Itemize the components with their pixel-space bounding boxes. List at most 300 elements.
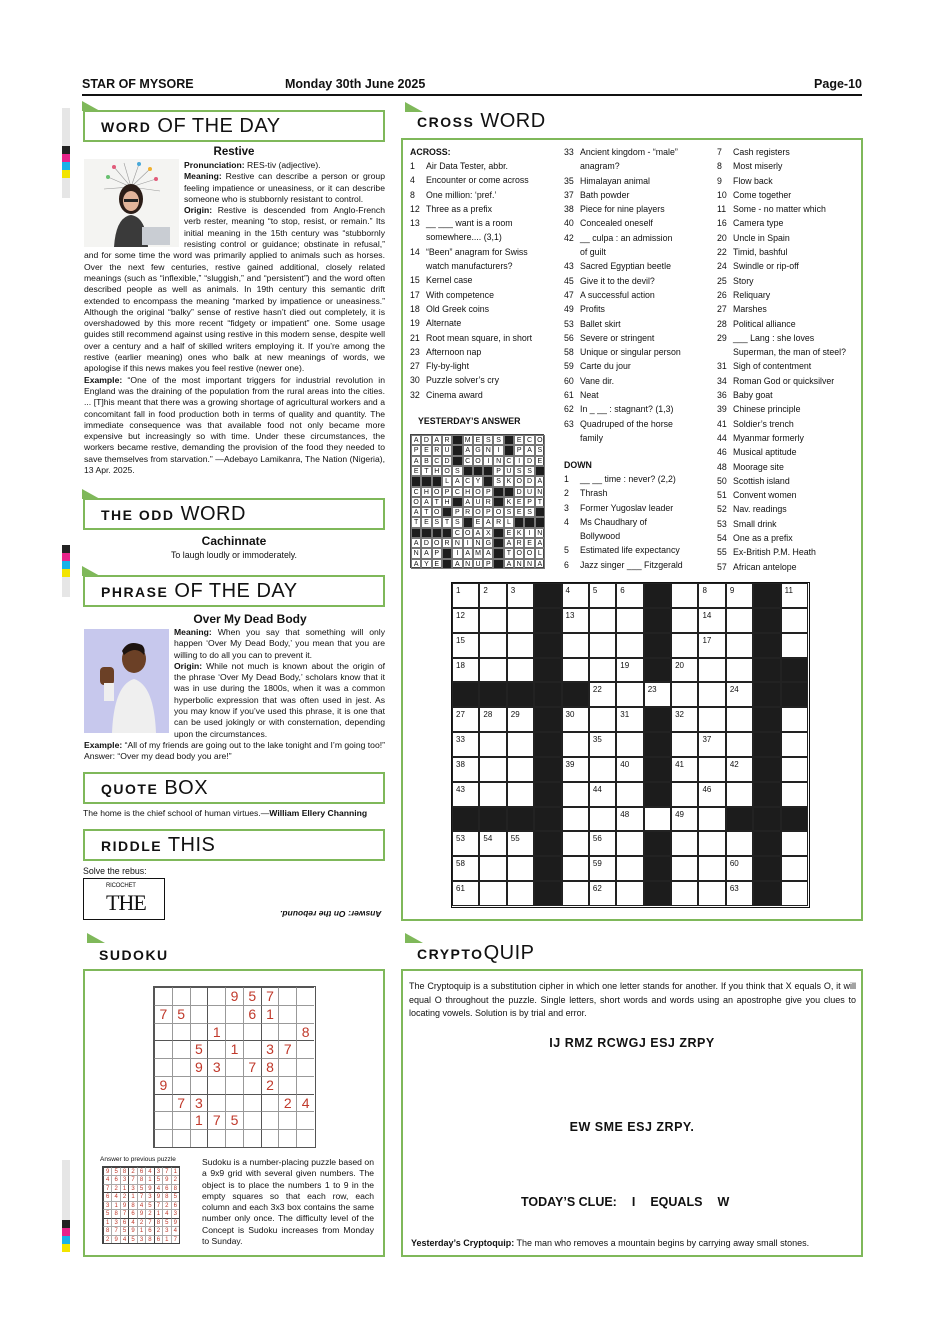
- crossword-cell[interactable]: [671, 881, 698, 906]
- sudoku-cell[interactable]: [190, 1023, 208, 1041]
- crossword-cell[interactable]: [616, 608, 643, 633]
- crossword-cell[interactable]: [507, 658, 534, 683]
- crossword-cell[interactable]: 12: [452, 608, 479, 633]
- sudoku-cell[interactable]: 8: [296, 1023, 314, 1041]
- sudoku-cell[interactable]: 7: [261, 987, 279, 1005]
- sudoku-cell[interactable]: [190, 1076, 208, 1094]
- crossword-cell[interactable]: [589, 608, 616, 633]
- sudoku-cell[interactable]: [172, 1058, 190, 1076]
- crossword-cell[interactable]: [616, 682, 643, 707]
- crossword-cell[interactable]: 41: [671, 757, 698, 782]
- answer-cell: T: [442, 517, 452, 527]
- previous-sudoku-cell: 3: [120, 1175, 128, 1183]
- crossword-cell[interactable]: 46: [698, 782, 725, 807]
- sudoku-cell[interactable]: [225, 1058, 243, 1076]
- crossword-cell[interactable]: [479, 608, 506, 633]
- answer-cell: A: [504, 538, 514, 548]
- crossword-cell[interactable]: [781, 658, 808, 683]
- crossword-cell[interactable]: [644, 782, 671, 807]
- sudoku-cell[interactable]: [225, 1129, 243, 1147]
- crossword-cell[interactable]: [698, 757, 725, 782]
- answer-cell: [514, 517, 524, 527]
- crossword-cell[interactable]: [507, 807, 534, 832]
- crossword-cell[interactable]: 5: [589, 583, 616, 608]
- crossword-cell[interactable]: 8: [698, 583, 725, 608]
- quote-author: William Ellery Channing: [269, 808, 368, 818]
- crossword-cell[interactable]: [671, 608, 698, 633]
- answer-cell: O: [473, 507, 483, 517]
- crossword-cell[interactable]: 40: [616, 757, 643, 782]
- crossword-cell[interactable]: [698, 831, 725, 856]
- crossword-cell[interactable]: [644, 707, 671, 732]
- answer-cell: [493, 528, 503, 538]
- sudoku-cell[interactable]: [207, 1040, 225, 1058]
- masthead: [82, 76, 862, 96]
- clue-item: 4 Ms Chaudhary of: [564, 516, 647, 527]
- crossword-cell[interactable]: [753, 782, 780, 807]
- crossword-cell[interactable]: [534, 782, 561, 807]
- crossword-cell[interactable]: [616, 732, 643, 757]
- previous-sudoku-cell: 4: [171, 1226, 179, 1234]
- crossword-cell[interactable]: [616, 856, 643, 881]
- sudoku-cell[interactable]: [278, 1005, 296, 1023]
- crossword-cell[interactable]: 6: [616, 583, 643, 608]
- crossword-cell[interactable]: [534, 856, 561, 881]
- crossword-cell[interactable]: 30: [562, 707, 589, 732]
- sudoku-cell[interactable]: [207, 1076, 225, 1094]
- crossword-cell[interactable]: [726, 807, 753, 832]
- sudoku-cell[interactable]: [296, 1076, 314, 1094]
- crossword-cell[interactable]: [781, 782, 808, 807]
- crossword-cell[interactable]: [698, 658, 725, 683]
- crossword-cell[interactable]: 19: [616, 658, 643, 683]
- answer-cell: N: [463, 559, 473, 569]
- crossword-cell[interactable]: [507, 856, 534, 881]
- sudoku-cell[interactable]: 2: [278, 1094, 296, 1112]
- clue-item: 56 Severe or stringent: [564, 332, 655, 343]
- sudoku-cell[interactable]: [296, 1005, 314, 1023]
- crossword-cell[interactable]: [507, 757, 534, 782]
- clue-item: 53 Ballet skirt: [564, 318, 621, 329]
- section-label: QUOTE: [101, 781, 159, 797]
- sudoku-cell[interactable]: 6: [243, 1005, 261, 1023]
- crossword-cell[interactable]: [781, 856, 808, 881]
- answer-cell: O: [463, 528, 473, 538]
- sudoku-cell[interactable]: 7: [207, 1111, 225, 1129]
- sudoku-cell[interactable]: 5: [225, 1111, 243, 1129]
- crossword-cell[interactable]: [589, 757, 616, 782]
- answer-cell: P: [514, 445, 524, 455]
- crossword-cell[interactable]: [671, 782, 698, 807]
- crossword-cell[interactable]: 62: [589, 881, 616, 906]
- crossword-cell[interactable]: [479, 732, 506, 757]
- crossword-cell[interactable]: [781, 732, 808, 757]
- crossword-cell[interactable]: 18: [452, 658, 479, 683]
- crossword-cell[interactable]: [479, 682, 506, 707]
- clue-item: anagram?: [580, 161, 620, 172]
- crossword-cell[interactable]: [726, 831, 753, 856]
- sudoku-cell[interactable]: [225, 1094, 243, 1112]
- sudoku-cell[interactable]: 5: [172, 1005, 190, 1023]
- clue-item: 18 Old Greek coins: [410, 303, 490, 314]
- crossword-cell[interactable]: 42: [726, 757, 753, 782]
- sudoku-cell[interactable]: [154, 987, 172, 1005]
- crossword-cell[interactable]: 11: [781, 583, 808, 608]
- answer-cell: A: [535, 559, 545, 569]
- crossword-cell[interactable]: [753, 807, 780, 832]
- sudoku-cell[interactable]: 1: [225, 1040, 243, 1058]
- crossword-cell[interactable]: [644, 583, 671, 608]
- crossword-cell[interactable]: [726, 658, 753, 683]
- sudoku-cell[interactable]: 7: [154, 1005, 172, 1023]
- answer-cell: P: [493, 466, 503, 476]
- sudoku-cell[interactable]: [172, 1076, 190, 1094]
- crossword-cell[interactable]: [726, 782, 753, 807]
- sudoku-cell[interactable]: 1: [207, 1023, 225, 1041]
- crossword-cell[interactable]: 27: [452, 707, 479, 732]
- sudoku-cell[interactable]: [243, 1111, 261, 1129]
- crossword-cell[interactable]: [534, 682, 561, 707]
- crossword-cell[interactable]: 55: [507, 831, 534, 856]
- crossword-cell[interactable]: [753, 831, 780, 856]
- crossword-cell[interactable]: [781, 807, 808, 832]
- answer-cell: P: [442, 487, 452, 497]
- crossword-cell[interactable]: [534, 757, 561, 782]
- sudoku-cell[interactable]: [225, 1005, 243, 1023]
- crossword-cell[interactable]: [698, 881, 725, 906]
- crossword-cell[interactable]: [781, 831, 808, 856]
- crossword-cell[interactable]: 37: [698, 732, 725, 757]
- crossword-cell[interactable]: [562, 782, 589, 807]
- sudoku-cell[interactable]: [190, 1129, 208, 1147]
- crossword-cell[interactable]: [479, 881, 506, 906]
- sudoku-cell[interactable]: [172, 1111, 190, 1129]
- crossword-cell[interactable]: 59: [589, 856, 616, 881]
- crossword-cell[interactable]: [698, 807, 725, 832]
- sudoku-cell[interactable]: [243, 1076, 261, 1094]
- sudoku-cell[interactable]: [172, 1023, 190, 1041]
- crossword-cell[interactable]: [479, 633, 506, 658]
- crossword-cell[interactable]: 60: [726, 856, 753, 881]
- crossword-cell[interactable]: [671, 856, 698, 881]
- sudoku-cell[interactable]: [278, 1023, 296, 1041]
- crossword-cell[interactable]: [534, 881, 561, 906]
- answer-cell: [432, 476, 442, 486]
- crossword-cell[interactable]: [562, 881, 589, 906]
- crossword-cell[interactable]: [479, 658, 506, 683]
- crossword-cell[interactable]: [616, 831, 643, 856]
- crossword-cell[interactable]: 38: [452, 757, 479, 782]
- previous-sudoku-cell: 5: [120, 1226, 128, 1234]
- crossword-cell[interactable]: [479, 807, 506, 832]
- crossword-cell[interactable]: [781, 757, 808, 782]
- sudoku-cell[interactable]: [296, 1040, 314, 1058]
- crossword-cell[interactable]: [671, 831, 698, 856]
- clue-item: 25 Story: [717, 275, 754, 286]
- crossword-cell[interactable]: [726, 608, 753, 633]
- crossword-cell[interactable]: [644, 807, 671, 832]
- crossword-cell[interactable]: 24: [726, 682, 753, 707]
- sudoku-cell[interactable]: 2: [261, 1076, 279, 1094]
- crossword-cell[interactable]: [781, 881, 808, 906]
- sudoku-cell[interactable]: 7: [243, 1058, 261, 1076]
- crossword-cell[interactable]: [781, 682, 808, 707]
- previous-sudoku-cell: 9: [103, 1167, 111, 1175]
- answer-cell: O: [432, 538, 442, 548]
- crossword-cell[interactable]: 20: [671, 658, 698, 683]
- sudoku-cell[interactable]: [261, 1094, 279, 1112]
- crossword-cell[interactable]: [479, 757, 506, 782]
- crossword-cell[interactable]: 43: [452, 782, 479, 807]
- answer-cell: G: [473, 445, 483, 455]
- answer-cell: D: [442, 456, 452, 466]
- crossword-cell[interactable]: [644, 881, 671, 906]
- crossword-cell[interactable]: [534, 732, 561, 757]
- sudoku-cell[interactable]: [154, 1111, 172, 1129]
- crossword-cell[interactable]: 17: [698, 633, 725, 658]
- crossword-cell[interactable]: [726, 707, 753, 732]
- word-of-day-header: [83, 110, 385, 142]
- crossword-cell[interactable]: [753, 707, 780, 732]
- crossword-cell[interactable]: [781, 608, 808, 633]
- crossword-cell[interactable]: [589, 807, 616, 832]
- crossword-cell[interactable]: [644, 732, 671, 757]
- crossword-cell[interactable]: 3: [507, 583, 534, 608]
- clue-item: 37 Bath powder: [564, 189, 630, 200]
- crossword-cell[interactable]: [753, 881, 780, 906]
- crossword-cell[interactable]: [507, 782, 534, 807]
- crossword-cell[interactable]: [644, 856, 671, 881]
- crossword-cell[interactable]: [562, 633, 589, 658]
- section-label: WORD: [101, 119, 152, 135]
- crossword-cell[interactable]: [507, 682, 534, 707]
- sudoku-cell[interactable]: [296, 987, 314, 1005]
- crossword-cell[interactable]: [589, 658, 616, 683]
- crossword-cell[interactable]: [671, 682, 698, 707]
- crossword-cell[interactable]: [562, 682, 589, 707]
- sudoku-cell[interactable]: 1: [261, 1005, 279, 1023]
- crossword-cell[interactable]: [753, 732, 780, 757]
- answer-cell: R: [483, 497, 493, 507]
- sudoku-cell[interactable]: [154, 1094, 172, 1112]
- crossword-cell[interactable]: [726, 732, 753, 757]
- sudoku-cell[interactable]: [278, 1129, 296, 1147]
- sudoku-cell[interactable]: [225, 1076, 243, 1094]
- crossword-cell[interactable]: [644, 757, 671, 782]
- sudoku-cell[interactable]: 4: [296, 1094, 314, 1112]
- sudoku-cell[interactable]: [243, 1129, 261, 1147]
- crossword-cell[interactable]: 61: [452, 881, 479, 906]
- clue-item: 49 Profits: [564, 304, 605, 315]
- section-label: CRYPTO: [417, 946, 484, 962]
- crossword-cell[interactable]: [753, 583, 780, 608]
- crossword-cell[interactable]: 15: [452, 633, 479, 658]
- crossword-cell[interactable]: [507, 732, 534, 757]
- crossword-cell[interactable]: [562, 732, 589, 757]
- crossword-cell[interactable]: [562, 856, 589, 881]
- crossword-cell[interactable]: 28: [479, 707, 506, 732]
- crossword-cell[interactable]: [507, 881, 534, 906]
- crossword-cell[interactable]: [644, 658, 671, 683]
- crossword-cell[interactable]: [644, 633, 671, 658]
- sudoku-cell[interactable]: [261, 1129, 279, 1147]
- sudoku-cell[interactable]: [172, 1040, 190, 1058]
- crossword-cell[interactable]: [671, 583, 698, 608]
- crossword-cell[interactable]: [589, 707, 616, 732]
- sudoku-cell[interactable]: [207, 1129, 225, 1147]
- crossword-cell[interactable]: [781, 633, 808, 658]
- sudoku-cell[interactable]: [225, 1023, 243, 1041]
- crossword-cell[interactable]: 56: [589, 831, 616, 856]
- sudoku-grid: [153, 986, 316, 1148]
- crossword-cell[interactable]: 22: [589, 682, 616, 707]
- crossword-cell[interactable]: [753, 658, 780, 683]
- clue-item: 5 Estimated life expectancy: [564, 545, 680, 556]
- crossword-cell[interactable]: 35: [589, 732, 616, 757]
- crossword-cell[interactable]: 29: [507, 707, 534, 732]
- clue-item: 27 Marshes: [717, 304, 767, 315]
- sudoku-cell[interactable]: 3: [190, 1094, 208, 1112]
- sudoku-cell[interactable]: [172, 987, 190, 1005]
- crossword-cell[interactable]: [479, 782, 506, 807]
- crossword-cell[interactable]: 2: [479, 583, 506, 608]
- crossword-cell[interactable]: 32: [671, 707, 698, 732]
- sudoku-cell[interactable]: [207, 987, 225, 1005]
- crossword-cell[interactable]: [534, 608, 561, 633]
- crossword-cell[interactable]: 4: [562, 583, 589, 608]
- crossword-cell[interactable]: [644, 608, 671, 633]
- crossword-cell[interactable]: [589, 633, 616, 658]
- crossword-cell[interactable]: [534, 807, 561, 832]
- sudoku-cell[interactable]: [154, 1023, 172, 1041]
- crossword-cell[interactable]: [562, 658, 589, 683]
- crossword-cell[interactable]: [562, 831, 589, 856]
- cryptoquip-header: [401, 939, 863, 971]
- sudoku-cell[interactable]: [154, 1040, 172, 1058]
- sudoku-cell[interactable]: [261, 1023, 279, 1041]
- crossword-cell[interactable]: 14: [698, 608, 725, 633]
- crossword-cell[interactable]: [616, 633, 643, 658]
- crossword-cell[interactable]: 63: [726, 881, 753, 906]
- crossword-cell[interactable]: [753, 757, 780, 782]
- crossword-cell[interactable]: [562, 807, 589, 832]
- sudoku-cell[interactable]: [154, 1058, 172, 1076]
- crossword-cell[interactable]: 44: [589, 782, 616, 807]
- sudoku-cell[interactable]: [278, 1058, 296, 1076]
- sudoku-cell[interactable]: 9: [190, 1058, 208, 1076]
- crossword-cell[interactable]: [479, 856, 506, 881]
- sudoku-cell[interactable]: 3: [261, 1040, 279, 1058]
- crossword-cell[interactable]: 54: [479, 831, 506, 856]
- crossword-cell[interactable]: [507, 608, 534, 633]
- crossword-cell[interactable]: 58: [452, 856, 479, 881]
- down-clues-col2: [564, 472, 683, 572]
- sudoku-cell[interactable]: 1: [190, 1111, 208, 1129]
- crossword-cell[interactable]: 53: [452, 831, 479, 856]
- sudoku-cell[interactable]: [278, 1111, 296, 1129]
- sudoku-cell[interactable]: [172, 1129, 190, 1147]
- sudoku-cell[interactable]: [296, 1129, 314, 1147]
- sudoku-cell[interactable]: [278, 1076, 296, 1094]
- crossword-cell[interactable]: [698, 856, 725, 881]
- sudoku-cell[interactable]: 7: [278, 1040, 296, 1058]
- crossword-cell[interactable]: 31: [616, 707, 643, 732]
- crossword-cell[interactable]: [616, 881, 643, 906]
- sudoku-cell[interactable]: [296, 1058, 314, 1076]
- crossword-cell[interactable]: [452, 682, 479, 707]
- crossword-cell[interactable]: [507, 633, 534, 658]
- crossword-cell[interactable]: [644, 831, 671, 856]
- crossword-cell[interactable]: 39: [562, 757, 589, 782]
- sudoku-cell[interactable]: [296, 1111, 314, 1129]
- crossword-cell[interactable]: [753, 856, 780, 881]
- sudoku-cell[interactable]: [278, 987, 296, 1005]
- crossword-cell[interactable]: [698, 682, 725, 707]
- crossword-cell[interactable]: 13: [562, 608, 589, 633]
- crossword-cell[interactable]: 48: [616, 807, 643, 832]
- crossword-cell[interactable]: [753, 608, 780, 633]
- sudoku-cell[interactable]: 9: [225, 987, 243, 1005]
- sudoku-cell[interactable]: [243, 1040, 261, 1058]
- crossword-cell[interactable]: 49: [671, 807, 698, 832]
- crossword-cell[interactable]: [726, 633, 753, 658]
- crossword-cell[interactable]: 1: [452, 583, 479, 608]
- sudoku-cell[interactable]: [154, 1129, 172, 1147]
- sudoku-cell[interactable]: [190, 987, 208, 1005]
- crossword-cell[interactable]: [534, 658, 561, 683]
- sudoku-cell[interactable]: 3: [207, 1058, 225, 1076]
- sudoku-cell[interactable]: [243, 1094, 261, 1112]
- sudoku-cell[interactable]: 7: [172, 1094, 190, 1112]
- answer-cell: P: [524, 497, 534, 507]
- crossword-cell[interactable]: [534, 633, 561, 658]
- crossword-cell[interactable]: [753, 633, 780, 658]
- crossword-cell[interactable]: [534, 583, 561, 608]
- crossword-cell[interactable]: [781, 707, 808, 732]
- sudoku-cell[interactable]: 9: [154, 1076, 172, 1094]
- cipher-line-2: EW SME ESJ ZRPY.: [569, 1120, 695, 1134]
- crossword-cell[interactable]: [534, 707, 561, 732]
- crossword-cell[interactable]: [671, 633, 698, 658]
- sudoku-cell[interactable]: [261, 1111, 279, 1129]
- crossword-cell[interactable]: 9: [726, 583, 753, 608]
- crossword-cell[interactable]: [452, 807, 479, 832]
- answer-cell: L: [442, 476, 452, 486]
- crossword-cell[interactable]: [671, 732, 698, 757]
- sudoku-cell[interactable]: 8: [261, 1058, 279, 1076]
- clue-item: 16 Camera type: [717, 218, 784, 229]
- crossword-cell[interactable]: 33: [452, 732, 479, 757]
- sudoku-cell[interactable]: 5: [190, 1040, 208, 1058]
- previous-sudoku-cell: 9: [171, 1218, 179, 1226]
- clue-item: 40 Concealed oneself: [564, 218, 653, 229]
- answer-cell: [535, 507, 545, 517]
- sudoku-cell[interactable]: [190, 1005, 208, 1023]
- crossword-cell[interactable]: [698, 707, 725, 732]
- sudoku-cell[interactable]: [207, 1005, 225, 1023]
- clue-item: 6 Jazz singer ___ Fitzgerald: [564, 559, 683, 570]
- previous-sudoku-cell: 1: [145, 1175, 153, 1183]
- answer-cell: E: [524, 538, 534, 548]
- sudoku-cell[interactable]: 5: [243, 987, 261, 1005]
- crossword-cell[interactable]: [534, 831, 561, 856]
- clue-item: 13 __ ___ want is a room: [410, 218, 513, 229]
- sudoku-cell[interactable]: [243, 1023, 261, 1041]
- crossword-cell[interactable]: [616, 782, 643, 807]
- sudoku-cell[interactable]: [207, 1094, 225, 1112]
- crossword-cell[interactable]: 23: [644, 682, 671, 707]
- crossword-cell[interactable]: [753, 682, 780, 707]
